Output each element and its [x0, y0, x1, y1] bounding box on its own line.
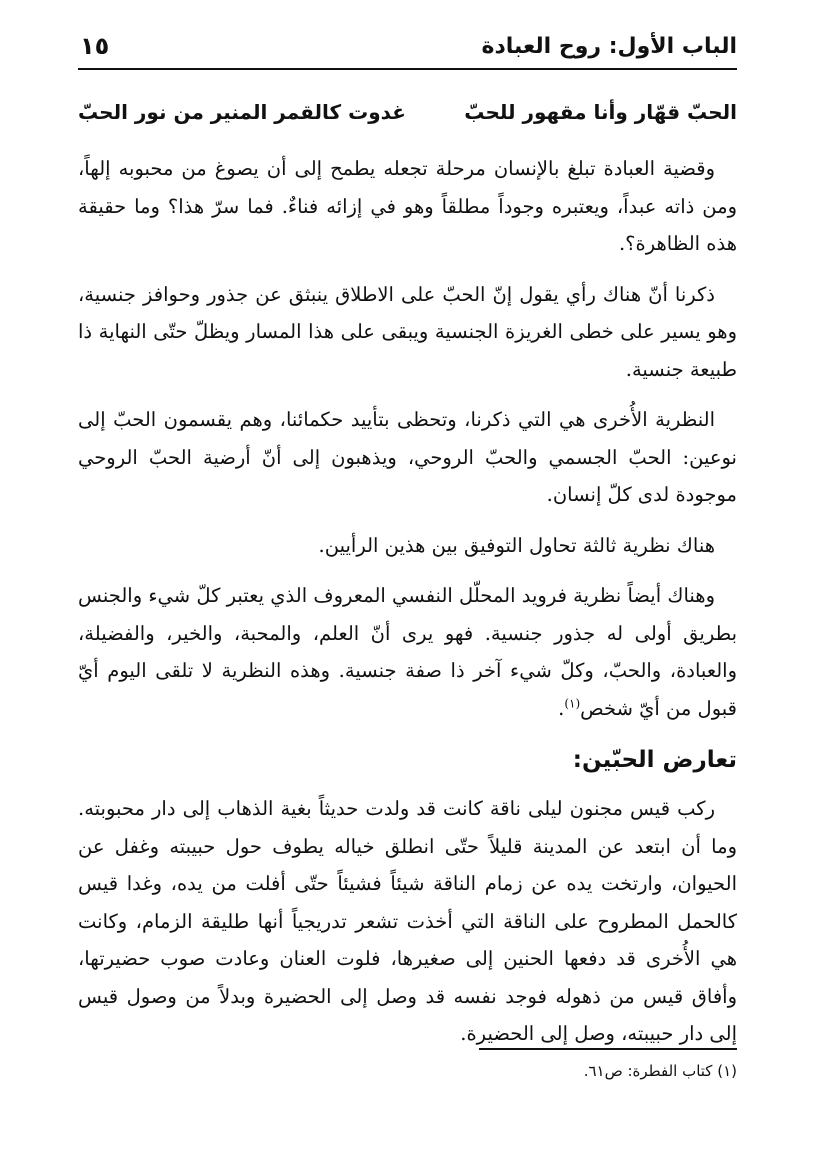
page-number: ١٥ [80, 32, 110, 60]
paragraph: هناك نظرية ثالثة تحاول التوفيق بين هذين الرأيين. [318, 533, 715, 557]
freud-paragraph-ending: . [558, 696, 565, 720]
paragraph: وقضية العبادة تبلغ بالإنسان مرحلة تجعله يطمح إلى أن يصوغ من محبوبه إلهاً، ومن ذاته عبداً، ويعتبره وجوداً مطلقاً وهو في إزائه فناءٌ. فما سرّ هذا؟ وما حقيقة هذه الظاهرة؟. [78, 157, 737, 255]
chapter-title: الباب الأول: روح العبادة [481, 34, 737, 59]
verse-second-hemistich: غدوت كالقمر المنير من نور الحبّ [78, 100, 406, 124]
freud-paragraph [78, 577, 737, 727]
footnote-marker[interactable]: (١) [564, 696, 581, 710]
body-text [78, 150, 737, 1066]
poem-verse [78, 100, 737, 124]
book-page [78, 0, 737, 1152]
footnote-divider [479, 1048, 737, 1050]
running-header [78, 30, 737, 70]
paragraph: ذكرنا أنّ هناك رأي يقول إنّ الحبّ على الاطلاق ينبثق عن جذور وحوافز جنسية، وهو يسير على خطى الغريزة الجنسية ويبقى على هذا المسار ويظلّ حتّى النهاية ذا طبيعة جنسية. [78, 282, 737, 381]
paragraph: النظرية الأُخرى هي التي ذكرنا، وتحظى بتأييد حكمائنا، وهم يقسمون الحبّ إلى نوعين: الحبّ الجسمي والحبّ الروحي، ويذهبون إلى أنّ أرضية الحبّ الروحي موجودة لدى كلّ إنسان. [78, 408, 737, 506]
footnote: (١) كتاب الفطرة: ص٦١. [583, 1062, 737, 1080]
freud-paragraph-text: وهناك أيضاً نظرية فرويد المحلّل النفسي المعروف الذي يعتبر كلّ شيء والجنس بطريق أولى له جذور جنسية. فهو يرى أنّ العلم، والمحبة، والخير، والفضيلة، والعبادة، والحبّ، وكلّ شيء آخر ذا صفة جنسية. وهذه النظرية لا تلقى اليوم أيّ قبول من أيّ شخص [78, 584, 737, 720]
section-paragraph: ركب قيس مجنون ليلى ناقة كانت قد ولدت حديثاً بغية الذهاب إلى دار محبوبته. وما أن ابتعد عن المدينة قليلاً حتّى انطلق خياله يطوف حول حبيبته وغفل عن الحيوان، وارتخت يده عن زمام الناقة شيئاً فشيئاً حتّى أفلت من يده، وغدا قيس كالحمل المطروح على الناقة التي أخذت تشعر تدريجياً أنها طليقة الزمام، وكانت هي الأُخرى قد دفعها الحنين إلى صغيرها، فلوت العنان وعادت صوب حضيرتها، وأفاق قيس من ذهوله فوجد نفسه قد وصل إلى الحضيرة وبدلاً من وصول قيس إلى دار حبيبته، وصل إلى الحضيرة. [78, 797, 737, 1045]
verse-first-hemistich: الحبّ قهّار وأنا مقهور للحبّ [464, 100, 737, 124]
section-heading: تعارض الحبّين: [572, 747, 737, 773]
